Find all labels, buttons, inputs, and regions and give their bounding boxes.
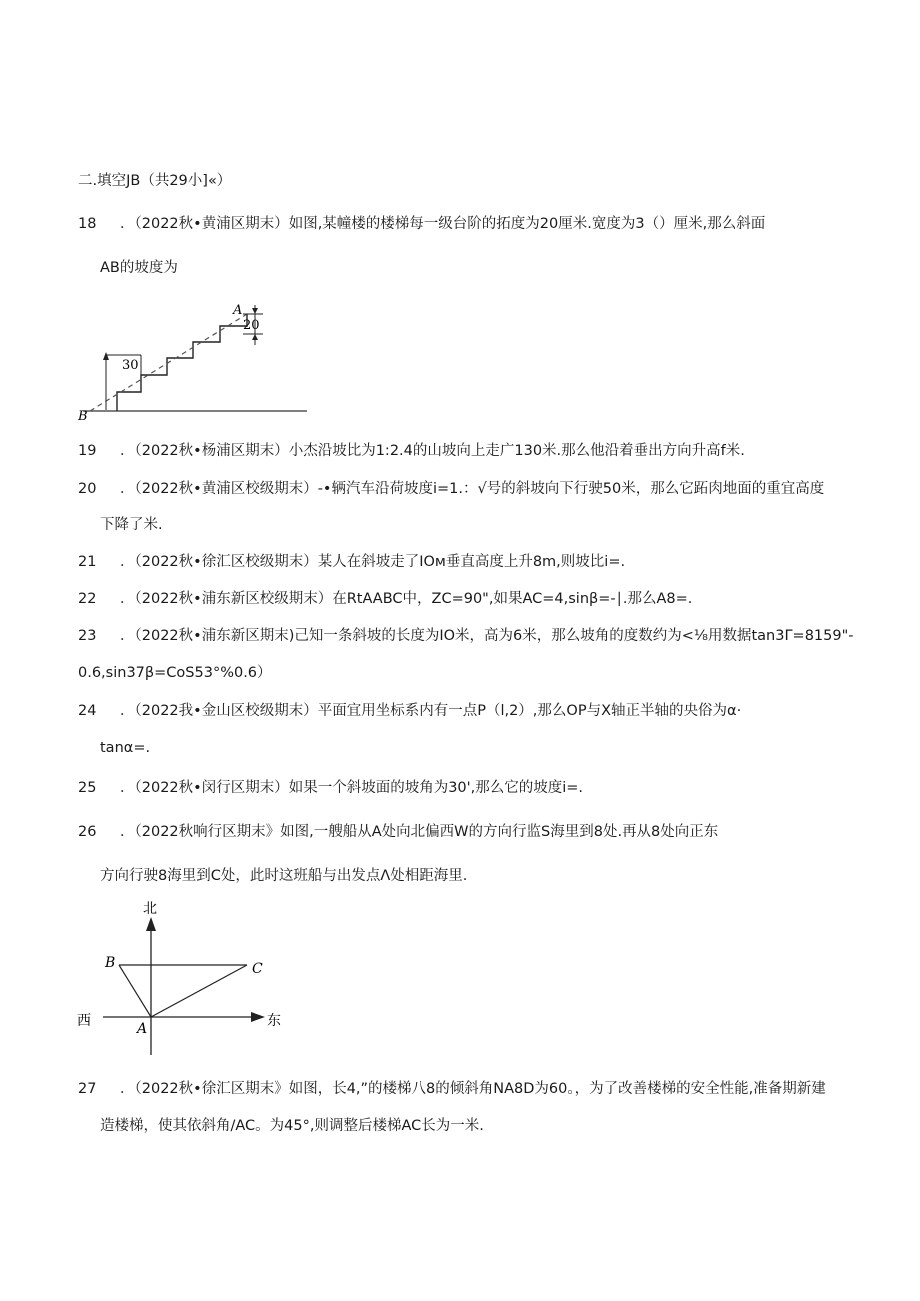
height-arrow-down-icon [252, 308, 258, 314]
point-a-label: A [137, 1021, 148, 1037]
question-number: 19 [78, 443, 97, 459]
point-a-label: A [233, 303, 243, 318]
question-line [78, 479, 824, 499]
question-line [78, 214, 765, 234]
question-text: ．（2022秋响行区期末》如图,一艘船从A处向北偏西W的方向行监S海里到8处.再从8处向正东 [120, 824, 719, 840]
question-19 [78, 441, 745, 461]
question-number: 23 [78, 628, 97, 644]
question-number: 27 [78, 1081, 97, 1097]
stairs-figure [75, 300, 315, 425]
question-25 [78, 778, 583, 798]
question-line: 造楼梯，使其依斜角/AC。为45°,则调整后楼梯AC长为一米. [100, 1118, 484, 1134]
height-label: 20 [243, 318, 260, 333]
compass-figure [75, 895, 295, 1065]
point-b-label: B [105, 955, 116, 971]
question-number: 21 [78, 554, 97, 570]
question-line [78, 822, 718, 842]
west-label: 西 [77, 1013, 91, 1029]
north-label: 北 [143, 901, 157, 917]
question-line: tanα=. [100, 740, 151, 756]
east-label: 东 [267, 1013, 281, 1029]
point-c-label: C [252, 961, 263, 977]
question-line: AB的坡度为 [100, 260, 178, 276]
question-21 [78, 552, 625, 572]
question-line: 下降了米. [100, 517, 163, 533]
question-text: ．（2022秋•浦东新区期末)己知一条斜坡的长度为IO米，高为6米，那么坡角的度数约为<⅛用数据tan3Γ=8159"- [120, 628, 854, 644]
question-line: 0.6,sin37β=CoS53°%0.6） [78, 665, 272, 681]
segment-ac [151, 965, 247, 1017]
question-text: ．（2022秋•徐汇区校级期末）某人在斜坡走了IOм垂直高度上升8m,则坡比i=. [120, 554, 626, 570]
question-text: ．（2022我•金山区校级期末）平面宜用坐标系内有一点P（l,2）,那么OP与X轴正半轴的央俗为α· [120, 703, 742, 719]
question-number: 22 [78, 591, 97, 607]
question-text: ．（2022秋•闵行区期末）如果一个斜坡面的坡角为30',那么它的坡度i=. [120, 780, 584, 796]
slope-dashed-line [90, 314, 247, 411]
question-line [78, 1079, 826, 1099]
question-number: 25 [78, 780, 97, 796]
east-arrow-icon [251, 1012, 265, 1022]
question-number: 20 [78, 481, 97, 497]
segment-ab [119, 965, 151, 1017]
question-number: 26 [78, 824, 97, 840]
height-arrow-up-icon [252, 334, 258, 340]
question-text: ．（2022秋•徐汇区期末》如图，长4,”的楼梯八8的倾斜角NA8D为60。，为了改善楼梯的安全性能,准备期新建 [120, 1081, 826, 1097]
question-22 [78, 589, 692, 609]
question-text: ．（2022秋•黄浦区校级期末）-•辆汽车沿荷坡度i=1.：√号的斜坡向下行驶50米，那么它跖肉地面的重宜高度 [120, 481, 825, 497]
question-number: 24 [78, 703, 97, 719]
question-text: ．（2022秋•浦东新区校级期末）在RtAABC中，ZC=90",如果AC=4,sinβ=-∣.那么A8=. [120, 591, 693, 607]
question-number: 18 [78, 216, 97, 232]
section-title: 二.填空JB（共29小]«） [78, 173, 232, 189]
question-line [78, 626, 854, 646]
question-text: ．（2022秋•杨浦区期末）小杰沿坡比为1:2.4的山坡向上走广130米.那么他沿着垂出方向升高f米. [120, 443, 745, 459]
width-arrow-icon [103, 352, 109, 360]
point-b-label: B [78, 409, 88, 424]
north-arrow-icon [146, 917, 156, 931]
question-line: 方向行驶8海里到C处，此时这班船与出发点Λ处相距海里. [100, 868, 468, 884]
question-text: ．（2022秋•黄浦区期末）如图,某幢楼的楼梯每一级台阶的拓度为20厘米.宽度为3（）厘米,那么斜面 [120, 216, 766, 232]
width-label: 30 [122, 358, 139, 373]
question-line [78, 701, 741, 721]
